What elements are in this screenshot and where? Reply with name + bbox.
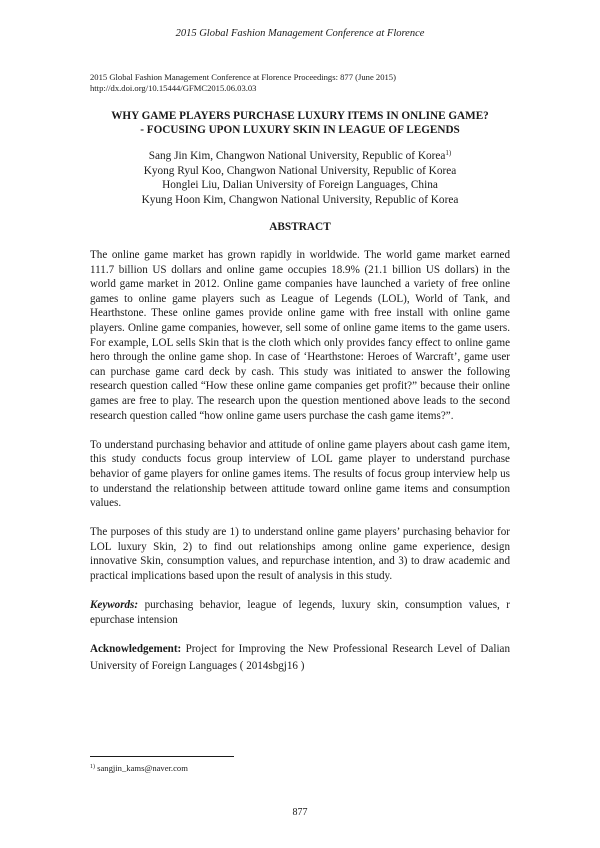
- footnote-email[interactable]: sangjin_kams@naver.com: [95, 763, 188, 773]
- abstract-paragraph: To understand purchasing behavior and attitude of online game players about cash game item, this study conducts focus group interview of LOL game player to understand purchase behavior of game players for online games items. The results of focus group interview help us to understand the relationship between attitude toward online game items and consumption values.: [90, 438, 510, 510]
- abstract-paragraph: The online game market has grown rapidly in worldwide. The world game market earned 111.7 billion US dollars and online game occupies 18.9% (21.1 billion US dollars) in the world game market in 2012. Online game companies have launched a variety of free online games to online game players such as League of Legends (LOL), World of Tank, and Hearthstone. These online games provide online game with free install with online game players. Online game companies, however, sell some of online game items to the game users. For example, LOL sells Skin that is the cloth which only provides fancy effect to online game hero through the online game shop. In case of ‘Hearthstone: Heroes of Warcraft’, game user can purchase game card deck by cash. This study was initiated to answer the following research question called “How these online game companies get profit?” because their online games are free to play. The research upon the question mentioned above leads to the second research question called “how online game users purchase the cash game items?”.: [90, 249, 510, 422]
- title-line-2: - FOCUSING UPON LUXURY SKIN IN LEAGUE OF LEGENDS: [140, 124, 460, 136]
- page-number: 877: [292, 807, 308, 818]
- abstract-paragraph: The purposes of this study are 1) to understand online game players’ purchasing behavior for LOL luxury Skin, 2) to find out relationships among online game experience, design innovative Skin, consumption values, and repurchase intention, and 3) to draw academic and practical implications based upon the result of analysis in this study.: [90, 526, 510, 583]
- abstract-heading: ABSTRACT: [269, 221, 331, 233]
- paper-title: [60, 109, 540, 137]
- acknowledgement-label: Acknowledgement:: [90, 643, 182, 656]
- footnote-marker[interactable]: 1): [445, 149, 452, 157]
- footnote: [90, 763, 188, 773]
- publication-info: [90, 72, 396, 94]
- keywords-text: purchasing behavior, league of legends, luxury skin, consumption values, r epurchase intension: [90, 599, 510, 626]
- acknowledgement-text: Project for Improving the New Professional Research Level of Dalian University of Foreign Languages ( 2014sbgj16 ): [90, 643, 510, 673]
- abstract-body: [90, 248, 510, 675]
- keywords-label: Keywords:: [90, 599, 139, 612]
- author-affiliation: Kyung Hoon Kim, Changwon National University, Republic of Korea: [141, 193, 459, 206]
- author-affiliation: Honglei Liu, Dalian University of Foreign Languages, China: [162, 179, 438, 191]
- footnote-divider: [90, 756, 234, 757]
- title-line-1: WHY GAME PLAYERS PURCHASE LUXURY ITEMS IN ONLINE GAME?: [111, 110, 489, 122]
- author-line: [60, 164, 540, 179]
- author-affiliation: Kyong Ryul Koo, Changwon National University, Republic of Korea: [143, 164, 457, 177]
- author-line: [60, 178, 540, 193]
- author-line: [60, 193, 540, 208]
- footnote-marker: 1): [90, 764, 95, 770]
- author-list: [60, 149, 540, 207]
- author-line: [60, 149, 540, 164]
- running-header: 2015 Global Fashion Management Conference at Florence: [175, 28, 425, 39]
- author-affiliation: Sang Jin Kim, Changwon National University, Republic of Korea: [148, 150, 446, 162]
- doi-link[interactable]: http://dx.doi.org/10.15444/GFMC2015.06.03.03: [90, 83, 257, 93]
- acknowledgement: [90, 641, 510, 675]
- proceedings-citation: 2015 Global Fashion Management Conference at Florence Proceedings: 877 (June 2015): [90, 72, 396, 82]
- keywords: [90, 598, 510, 627]
